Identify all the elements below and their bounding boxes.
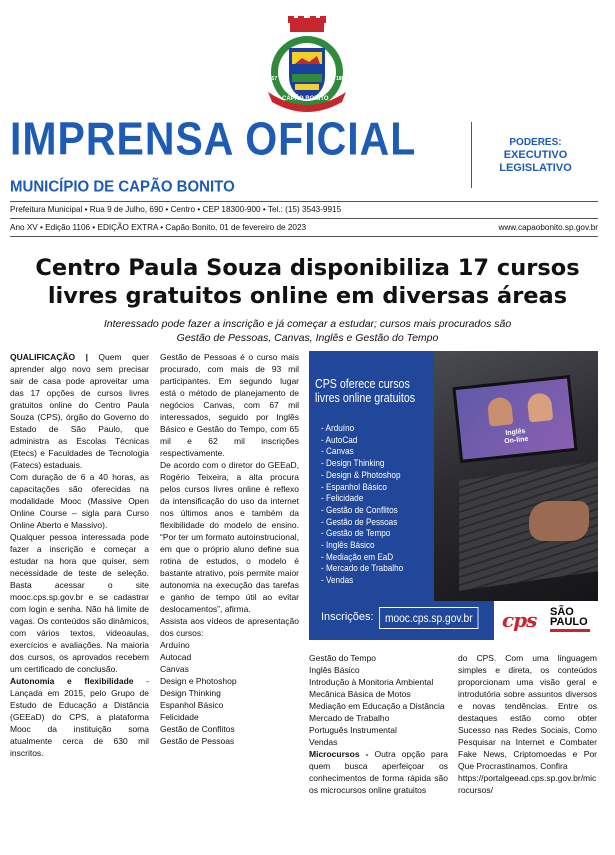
ad-inscricoes-bar: [309, 601, 494, 640]
list-item: Português Instrumental: [309, 725, 397, 735]
ad-course: - Design Thinking: [321, 458, 403, 470]
list-item: Felicidade: [160, 712, 199, 722]
ad-course-list: [321, 423, 403, 587]
article-column-4: [458, 652, 597, 796]
lead-autonomia: Autonomia e flexibilidade: [10, 676, 134, 686]
ad-url-link[interactable]: mooc.cps.sp.gov.br: [379, 607, 479, 629]
ad-inscricoes-label: Inscrições:: [321, 611, 374, 623]
person-image: [527, 392, 554, 422]
edition-line: Ano XV • Edição 1106 • EDIÇÃO EXTRA • Capão Bonito, 01 de fevereiro de 2023: [10, 223, 307, 232]
subhead-line: Gestão de Pessoas, Canvas, Inglês e Gestão do Tempo: [176, 332, 439, 344]
paragraph: Gestão de Pessoas é o curso mais procurado, com mais de 93 mil participantes. Em segundo lugar está o método de planejamento de negócios Canvas, com 67 mil interessados, seguido por Inglês Básico e Gestão do Tempo, com 65 mil e 62 mil inscrições respectivamente.: [160, 352, 299, 458]
address-line: Prefeitura Municipal • Rua 9 de Julho, 690 • Centro • CEP 18300-900 • Tel.: (15) 3543-9915: [10, 205, 342, 214]
sp-logo-line: PAULO: [550, 616, 588, 628]
masthead-subtitle: MUNICÍPIO DE CAPÃO BONITO: [10, 178, 235, 196]
cps-logo: cps: [502, 608, 537, 632]
list-item: Introdução à Monitoria Ambiental: [309, 677, 434, 687]
sao-paulo-logo: [550, 607, 590, 632]
paragraph: Com duração de 6 a 40 horas, as capacitações são oferecidas na modalidade Mooc (Massive Open Online Course – sigla para Curso Online Aberto e Massivo).: [10, 472, 149, 530]
paragraph: De acordo com o diretor do GEEaD, Rogério Teixeira, a alta procura pelos cursos livres online é reflexo da intensificação do uso da internet nos últimos anos e também da flexibilidade do modelo de ensino. “Por ter um formato autoinstrucional, em que o próprio aluno define sua rotina de estudos, o modelo é bastante atrativo, pois permite maior autonomia na execução das tarefas e ganho de tempo útil ao evitar deslocamentos”, afirma.: [160, 460, 299, 614]
list-item: Espanhol Básico: [160, 700, 224, 710]
subhead-line: Interessado pode fazer a inscrição e já começar a estudar; cursos mais procurados são: [103, 318, 512, 330]
article-column-1: [10, 351, 149, 759]
list-item: Design e Photoshop: [160, 676, 237, 686]
course-list: [309, 652, 448, 748]
ad-course: - Vendas: [321, 575, 403, 587]
ad-title: CPS oferece cursos livres online gratuitos: [315, 376, 416, 405]
headline-line: Centro Paula Souza disponibiliza 17 cursos: [35, 255, 580, 281]
list-item: Autocad: [160, 652, 192, 662]
ad-course: - AutoCad: [321, 435, 403, 447]
paragraph: Assista aos vídeos de apresentação dos cursos:: [160, 616, 299, 638]
screen-label: [503, 428, 529, 446]
list-item: Design Thinking: [160, 688, 221, 698]
list-item: Canvas: [160, 664, 189, 674]
paragraph: Quem quer aprender algo novo sem precisar sair de casa pode aproveitar uma das 17 opções de cursos livres gratuitos online do Centro Paula Souza (CPS), órgão do Governo do Estado de São Paulo, que administra as Escolas Técnicas (Etecs) e Faculdades de Tecnologia (Fatecs) estaduais.: [10, 352, 149, 470]
masthead-divider: [471, 122, 472, 188]
paragraph: - Lançada em 2015, pelo Grupo de Estudo de Educação a Distância (GEEaD) do CPS, a plataforma Mooc da instituição soma atualmente cerca de 630 mil inscritos.: [10, 676, 149, 758]
list-item: Inglês Básico: [309, 665, 360, 675]
poderes-label: PODERES:: [509, 137, 562, 148]
poder-executivo: EXECUTIVO: [503, 149, 568, 161]
ad-course: - Arduíno: [321, 423, 403, 435]
person-image: [487, 396, 514, 426]
poderes-block: [478, 137, 593, 175]
crest-year-right: 1857: [336, 76, 348, 82]
headline-line: livres gratuitos online em diversas áreas: [47, 283, 568, 309]
rule: [10, 218, 598, 219]
screen-label-line: On-line: [503, 435, 529, 446]
ad-course: - Mediação em EaD: [321, 552, 403, 564]
list-item: Arduíno: [160, 640, 190, 650]
ad-panel: [309, 351, 434, 640]
ad-course: - Felicidade: [321, 493, 403, 505]
paragraph: Outra opção para quem busca aperfeiçoar os conhecimentos de forma rápida são os microcursos online gratuitos: [309, 749, 448, 795]
ad-course: - Design & Photoshop: [321, 470, 403, 482]
cps-advertisement: [309, 351, 598, 640]
paragraph: Qualquer pessoa interessada pode fazer a inscrição e começar a estudar na hora que quiser, sem necessidade de teste de seleção. Basta acessar o site mooc.cps.sp.gov.br e se cadastrar com login e senha. Não há limite de vagas. Os conteúdos são dinâmicos, com vários textos, videoaulas, exercícios e avaliações. Na maioria dos cursos, os aprovados recebem um certificado de conclusão.: [10, 532, 149, 674]
lead-qualificacao: QUALIFICAÇÃO |: [10, 352, 88, 362]
list-item: Mediação em Educação a Distância: [309, 701, 445, 711]
list-item: Gestão de Pessoas: [160, 736, 235, 746]
screen-label-line: Inglês: [505, 427, 526, 438]
ad-course: - Mercado de Trabalho: [321, 563, 403, 575]
ad-logos: [494, 601, 598, 640]
article-column-3: [309, 652, 448, 796]
ad-course: - Inglês Básico: [321, 540, 403, 552]
list-item: Vendas: [309, 737, 338, 747]
crest-ribbon-text: CAPÃO BONITO: [282, 96, 329, 102]
poder-legislativo: LEGISLATIVO: [499, 162, 572, 174]
crest-year-left: 1857: [266, 76, 278, 82]
microcursos-link[interactable]: https://portalgeead.cps.sp.gov.br/microcursos/: [458, 773, 597, 795]
hand-image: [529, 501, 589, 541]
laptop-screen-image: [452, 375, 577, 463]
website-link[interactable]: www.capaobonito.sp.gov.br: [498, 223, 598, 232]
city-crest: [262, 14, 352, 114]
sp-logo-line: SÃO: [550, 606, 574, 618]
course-list: [160, 639, 299, 747]
paragraph: do CPS. Com uma linguagem simples e direta, os conteúdos proporcionam uma visão geral e introdutória sobre assuntos diversos e novas tendências. Entre os destaques estão como obter Sucesso nas Redes Sociais, Como Pesquisar na Internet e Combater Fake News, Criptomoedas e Por Que Procrastinamos. Confira: [458, 653, 597, 771]
list-item: Gestão de Conflitos: [160, 724, 235, 734]
ad-course: - Gestão de Pessoas: [321, 517, 403, 529]
ad-course: - Gestão de Tempo: [321, 528, 403, 540]
ad-course: - Canvas: [321, 446, 403, 458]
ad-course: - Gestão de Conflitos: [321, 505, 403, 517]
article-headline: [0, 254, 615, 310]
rule: [10, 236, 598, 237]
list-item: Mecânica Básica de Motos: [309, 689, 411, 699]
lead-microcursos: Microcursos -: [309, 749, 369, 759]
sp-logo-bar: [550, 629, 590, 632]
list-item: Mercado de Trabalho: [309, 713, 390, 723]
masthead-title: IMPRENSA OFICIAL: [10, 113, 417, 165]
rule: [10, 201, 598, 202]
article-column-2: [160, 351, 299, 747]
ad-course: - Espanhol Básico: [321, 482, 403, 494]
list-item: Gestão do Tempo: [309, 653, 376, 663]
article-subhead: [40, 317, 575, 345]
